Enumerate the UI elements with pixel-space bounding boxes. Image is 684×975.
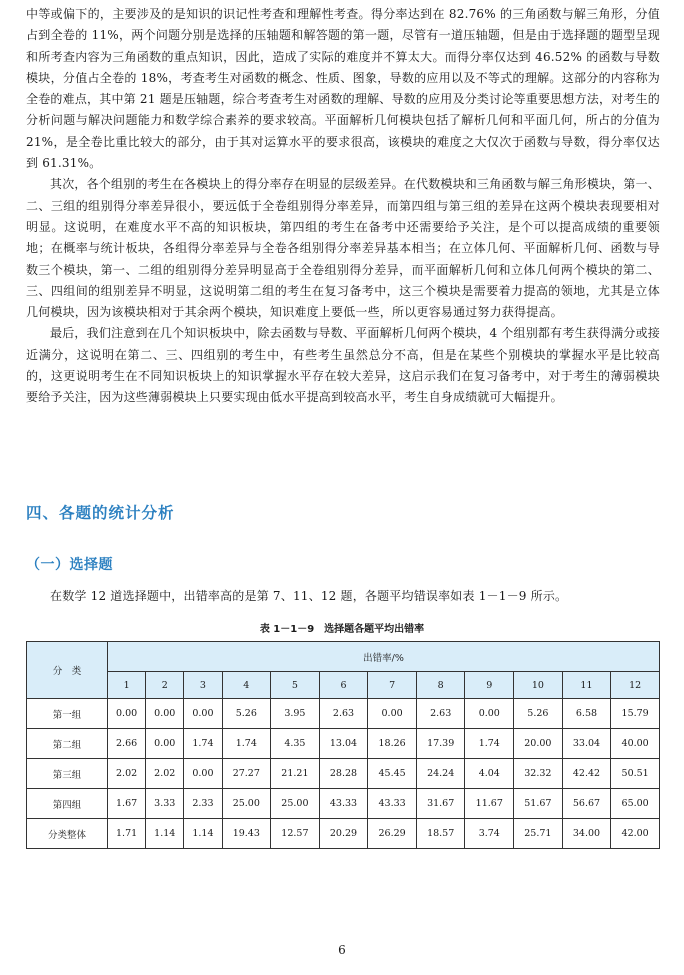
table-cell: 1.67 xyxy=(108,789,146,819)
table-cell: 1.71 xyxy=(108,819,146,849)
table-row xyxy=(27,819,660,849)
table-cell: 50.51 xyxy=(611,759,660,789)
table-cell: 43.33 xyxy=(319,789,368,819)
column-header: 4 xyxy=(222,672,271,699)
table-cell: 1.74 xyxy=(222,729,271,759)
table-cell: 27.27 xyxy=(222,759,271,789)
paragraph-1: 中等或偏下的，主要涉及的是知识的识记性考查和理解性考查。得分率达到在 82.76% 的三角函数与解三角形，分值占到全卷的 11%，两个问题分别是选择的压轴题和解答题的第一题，尽管有一道压轴题，但是由于选择题的题型呈现和所考查内容为三角函数的重点知识，因此，造成了实际的难度并不算太大。而得分率仅达到 46.52% 的函数与导数模块，分值占全卷的 18%，考查考生对函数的概念、性质、图象，导数的应用以及不等式的理解。这部分的内容称为全卷的难点，其中第 21 题是压轴题，综合考查考生对函数的理解、导数的应用及分类讨论等重要思想方法，对考生的分析问题与解决问题能力和数学综合素养的要求较高。平面解析几何模块包括了解析几何和平面几何，所占的分值为 21%，是全卷比重比较大的部分，由于其对运算水平的要求很高，该模块的难度之大仅次于函数与导数，得分率仅达到 61.31%。 xyxy=(26,7,660,171)
column-header: 10 xyxy=(514,672,563,699)
table-row xyxy=(27,729,660,759)
table-cell: 18.26 xyxy=(368,729,417,759)
table-cell: 2.02 xyxy=(146,759,184,789)
paragraph-2: 其次，各个组别的考生在各模块上的得分率存在明显的层级差异。在代数模块和三角函数与解三角形模块，第一、二、三组的组别得分率差异很小，要远低于全卷组别得分率差异，而第四组与第三组的差异在这两个模块表现要相对明显。这说明，在难度水平不高的知识板块，第四组的考生在备考中还需要给予关注，是个可以提高成绩的重要领地；在概率与统计板块，各组得分率差异与全卷各组别得分率差异基本相当；在立体几何、平面解析几何、函数与导数三个模块，第一、二组的组别得分差异明显高于全卷组别得分差异，而平面解析几何和立体几何两个模块的第二、三、四组间的组别差异不明显，这说明第二组的考生在复习备考中，这三个模块是需要着力提高的领地，尤其是立体几何模块，因为该模块相对于其余两个模块，知识难度上要低一些，所以更容易通过努力获得提高。 xyxy=(26,177,661,320)
row-label: 第二组 xyxy=(27,729,108,759)
table-cell: 13.04 xyxy=(319,729,368,759)
table-cell: 2.63 xyxy=(416,699,465,729)
table-cell: 42.00 xyxy=(611,819,660,849)
table-cell: 18.57 xyxy=(416,819,465,849)
table-header-row xyxy=(27,642,660,672)
table-row xyxy=(27,759,660,789)
table-caption: 表 1－1－9 选择题各题平均出错率 xyxy=(259,624,425,635)
column-header: 6 xyxy=(319,672,368,699)
table-cell: 56.67 xyxy=(562,789,611,819)
table-cell: 25.00 xyxy=(271,789,320,819)
table-cell: 25.71 xyxy=(514,819,563,849)
group-header: 出错率/% xyxy=(108,642,660,672)
table-cell: 21.21 xyxy=(271,759,320,789)
table-cell: 2.66 xyxy=(108,729,146,759)
table-cell: 1.14 xyxy=(184,819,222,849)
table-cell: 1.14 xyxy=(146,819,184,849)
table-cell: 24.24 xyxy=(416,759,465,789)
table-cell: 33.04 xyxy=(562,729,611,759)
intro-text: 在数学 12 道选择题中，出错率高的是第 7、11、12 题，各题平均错误率如表 1－1－9 所示。 xyxy=(50,589,568,603)
subsection-title: （一）选择题 xyxy=(26,557,113,573)
page-number: 6 xyxy=(338,943,346,957)
table-cell: 12.57 xyxy=(271,819,320,849)
table-cell: 3.74 xyxy=(465,819,514,849)
row-label: 第一组 xyxy=(27,699,108,729)
table-cell: 43.33 xyxy=(368,789,417,819)
error-rate-table xyxy=(26,641,660,849)
column-header: 8 xyxy=(416,672,465,699)
table-cell: 1.74 xyxy=(465,729,514,759)
column-header: 7 xyxy=(368,672,417,699)
table-cell: 40.00 xyxy=(611,729,660,759)
table-cell: 1.74 xyxy=(184,729,222,759)
corner-header: 分 类 xyxy=(27,642,108,699)
row-label: 第四组 xyxy=(27,789,108,819)
table-cell: 11.67 xyxy=(465,789,514,819)
table-cell: 45.45 xyxy=(368,759,417,789)
table-cell: 2.63 xyxy=(319,699,368,729)
table-cell: 32.32 xyxy=(514,759,563,789)
table-cell: 2.02 xyxy=(108,759,146,789)
row-label: 第三组 xyxy=(27,759,108,789)
column-header: 9 xyxy=(465,672,514,699)
table-row xyxy=(27,699,660,729)
table-cell: 15.79 xyxy=(611,699,660,729)
table-cell: 25.00 xyxy=(222,789,271,819)
table-cell: 0.00 xyxy=(108,699,146,729)
table-cell: 0.00 xyxy=(184,699,222,729)
table-cell: 17.39 xyxy=(416,729,465,759)
table-body xyxy=(27,699,660,849)
table-row xyxy=(27,789,660,819)
column-header: 11 xyxy=(562,672,611,699)
table-cell: 3.33 xyxy=(146,789,184,819)
column-header: 1 xyxy=(108,672,146,699)
table-cell: 0.00 xyxy=(465,699,514,729)
section-title: 四、各题的统计分析 xyxy=(26,504,175,522)
column-header-row xyxy=(27,672,660,699)
table-cell: 20.29 xyxy=(319,819,368,849)
table-cell: 42.42 xyxy=(562,759,611,789)
table-cell: 19.43 xyxy=(222,819,271,849)
table-cell: 0.00 xyxy=(146,729,184,759)
column-header: 12 xyxy=(611,672,660,699)
table-cell: 0.00 xyxy=(146,699,184,729)
column-header: 5 xyxy=(271,672,320,699)
table-cell: 51.67 xyxy=(514,789,563,819)
column-header: 3 xyxy=(184,672,222,699)
table-cell: 0.00 xyxy=(184,759,222,789)
row-label: 分类整体 xyxy=(27,819,108,849)
table-cell: 2.33 xyxy=(184,789,222,819)
table-cell: 28.28 xyxy=(319,759,368,789)
table-cell: 5.26 xyxy=(514,699,563,729)
body-text xyxy=(26,4,660,409)
table-cell: 20.00 xyxy=(514,729,563,759)
table-cell: 4.35 xyxy=(271,729,320,759)
table-cell: 6.58 xyxy=(562,699,611,729)
table-cell: 3.95 xyxy=(271,699,320,729)
table-cell: 26.29 xyxy=(368,819,417,849)
table-cell: 5.26 xyxy=(222,699,271,729)
table-cell: 34.00 xyxy=(562,819,611,849)
table-cell: 4.04 xyxy=(465,759,514,789)
table-cell: 0.00 xyxy=(368,699,417,729)
table-cell: 65.00 xyxy=(611,789,660,819)
table-cell: 31.67 xyxy=(416,789,465,819)
column-header: 2 xyxy=(146,672,184,699)
paragraph-3: 最后，我们注意到在几个知识板块中，除去函数与导数、平面解析几何两个模块，4 个组别都有考生获得满分或接近满分，这说明在第二、三、四组别的考生中，有些考生虽然总分不高，但是在某些个别模块的掌握水平是比较高的，这更说明考生在不同知识板块上的知识掌握水平存在较大差异，这启示我们在复习备考中，对于考生的薄弱模块要给予关注，因为这些薄弱模块上只要实现由低水平提高到较高水平，考生自身成绩就可大幅提升。 xyxy=(26,326,660,405)
